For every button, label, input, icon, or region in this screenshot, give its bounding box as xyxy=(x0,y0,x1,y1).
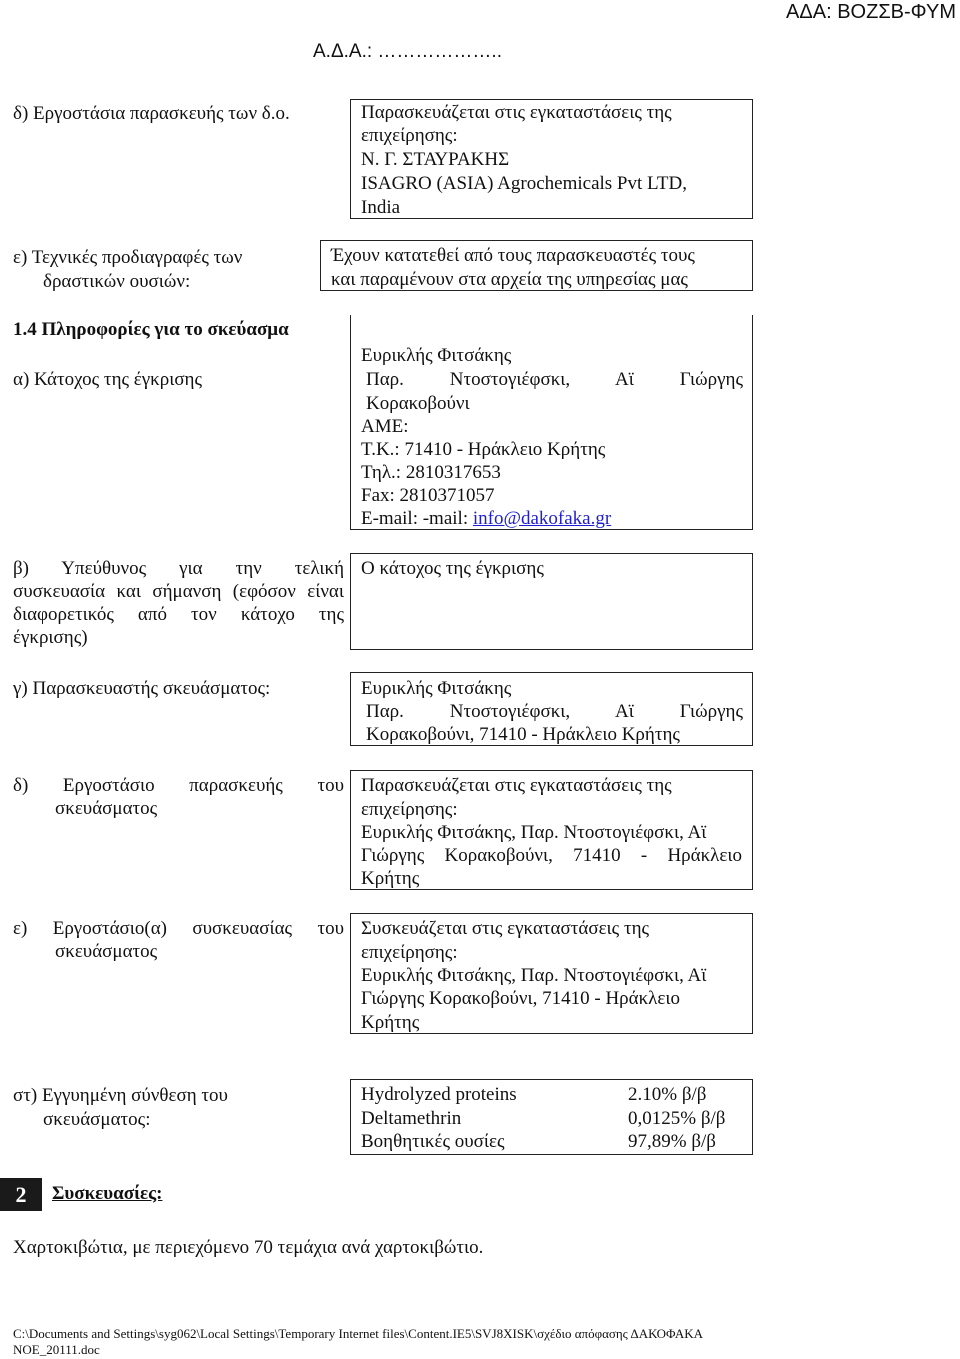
ada-code: ΑΔΑ: ΒΟΖΣΒ-ΦΥΜ xyxy=(786,1,956,23)
pack-factory-line: επιχείρησης: xyxy=(361,942,458,963)
holder-box-left-border xyxy=(350,315,351,530)
composition-name: Deltamethrin xyxy=(361,1107,462,1129)
pack-factory-label-1: ε) Εργοστάσιο(α) συσκευασίας του xyxy=(13,918,344,939)
packaging-label-line: β) Υπεύθυνος για την τελική xyxy=(13,558,344,579)
holder-email-prefix: E-mail: -mail: xyxy=(361,508,473,529)
holder-label: α) Κάτοχος της έγκρισης xyxy=(13,369,203,390)
holder-tel: Τηλ.: 2810317653 xyxy=(361,462,501,483)
factory-line: Γιώργης Κορακοβούνι, 71410 - Ηράκλειο xyxy=(361,845,742,866)
footer-path-2: NOE_20111.doc xyxy=(13,1342,100,1357)
composition-row xyxy=(361,1130,725,1154)
composition-value: 97,89% β/β xyxy=(628,1131,716,1152)
factories-line: India xyxy=(361,197,401,218)
holder-address-1: Παρ. Ντοστογιέφσκι, Αϊ Γιώργης xyxy=(366,369,743,390)
factory-line: Ευρικλής Φιτσάκης, Παρ. Ντοστογιέφσκι, Αϊ xyxy=(361,822,707,843)
factory-line: Κρήτης xyxy=(361,868,420,889)
holder-address-2: Κορακοβούνι xyxy=(366,393,470,414)
factory-label-1: δ) Εργοστάσιο παρασκευής του xyxy=(13,775,344,796)
pack-factory-label-2: σκευάσματος xyxy=(55,941,158,962)
specs-label-1: ε) Τεχνικές προδιαγραφές των xyxy=(13,247,243,268)
composition-name: Hydrolyzed proteins xyxy=(361,1084,517,1105)
footer-path-1: C:\Documents and Settings\syg062\Local Settings\Temporary Internet files\Content.IE5\SVJ8XISK\σχέδιο απόφασης ΔΑΚΟΦΑΚΑ xyxy=(13,1326,704,1341)
specs-line: και παραμένουν στα αρχεία της υπηρεσίας μας xyxy=(331,269,688,290)
adaa-field: Α.Δ.Α.: ……………….. xyxy=(313,41,502,62)
manufacturer-address-1: Παρ. Ντοστογιέφσκι, Αϊ Γιώργης xyxy=(366,701,743,722)
manufacturer-name: Ευρικλής Φιτσάκης xyxy=(361,678,512,699)
packaging-label-line: διαφορετικός από τον κάτοχο της xyxy=(13,604,344,625)
holder-fax: Fax: 2810371057 xyxy=(361,485,495,506)
specs-line: Έχουν κατατεθεί από τους παρασκευαστές τους xyxy=(331,245,695,266)
factories-line: ISAGRO (ASIA) Agrochemicals Pvt LTD, xyxy=(361,173,687,194)
specs-box xyxy=(320,240,753,291)
pack-factory-box xyxy=(350,913,753,1034)
factory-label-2: σκευάσματος xyxy=(55,798,158,819)
composition-row xyxy=(361,1107,725,1131)
manufacturer-label: γ) Παρασκευαστής σκευάσματος: xyxy=(13,678,271,699)
composition-row xyxy=(361,1083,725,1107)
factory-box xyxy=(350,770,753,890)
composition-name: Βοηθητικές ουσίες xyxy=(361,1131,505,1152)
packaging-label-line: συσκευασία και σήμανση (εφόσον είναι xyxy=(13,581,344,602)
factories-line: Παρασκευάζεται στις εγκαταστάσεις της xyxy=(361,102,672,123)
specs-label-2: δραστικών ουσιών: xyxy=(43,271,191,292)
pack-factory-line: Γιώργης Κορακοβούνι, 71410 - Ηράκλειο xyxy=(361,988,680,1009)
section-2-number: 2 xyxy=(0,1178,42,1211)
pack-factory-line: Συσκευάζεται στις εγκαταστάσεις της xyxy=(361,918,650,939)
composition-label-1: στ) Εγγυημένη σύνθεση του xyxy=(13,1085,228,1106)
composition-value: 0,0125% β/β xyxy=(628,1107,726,1129)
pack-factory-line: Κρήτης xyxy=(361,1012,420,1033)
packaging-label xyxy=(13,557,344,649)
holder-box-right-border xyxy=(752,315,753,530)
composition-table xyxy=(361,1083,725,1154)
section-1-4-title: 1.4 Πληροφορίες για το σκεύασμα xyxy=(13,319,289,340)
section-2-text: Χαρτοκιβώτια, με περιεχόμενο 70 τεμάχια ανά χαρτοκιβώτιο. xyxy=(13,1237,484,1258)
holder-email-link[interactable]: info@dakofaka.gr xyxy=(472,508,612,529)
section-2-title: Συσκευασίες: xyxy=(52,1183,163,1204)
factory-line: Παρασκευάζεται στις εγκαταστάσεις της xyxy=(361,775,672,796)
holder-ame: ΑΜΕ: xyxy=(361,416,409,437)
packaging-value: Ο κάτοχος της έγκρισης xyxy=(361,558,544,579)
manufacturer-address-2: Κορακοβούνι, 71410 - Ηράκλειο Κρήτης xyxy=(366,724,680,745)
factories-label: δ) Εργοστάσια παρασκευής των δ.ο. xyxy=(13,103,290,124)
composition-value: 2.10% β/β xyxy=(628,1084,707,1105)
factories-line: Ν. Γ. ΣΤΑΥΡΑΚΗΣ xyxy=(361,149,510,170)
pack-factory-line: Ευρικλής Φιτσάκης, Παρ. Ντοστογιέφσκι, Αϊ xyxy=(361,965,707,986)
packaging-label-line: έγκρισης) xyxy=(13,627,88,648)
composition-label-2: σκευάσματος: xyxy=(43,1109,151,1130)
holder-email-row xyxy=(361,507,611,530)
factories-line: επιχείρησης: xyxy=(361,125,458,146)
holder-tk: Τ.Κ.: 71410 - Ηράκλειο Κρήτης xyxy=(361,439,606,460)
factory-line: επιχείρησης: xyxy=(361,799,458,820)
holder-name: Ευρικλής Φιτσάκης xyxy=(361,345,512,366)
composition-box xyxy=(350,1079,753,1155)
manufacturer-box xyxy=(350,672,753,746)
packaging-box xyxy=(350,553,753,650)
factories-box xyxy=(350,99,753,219)
